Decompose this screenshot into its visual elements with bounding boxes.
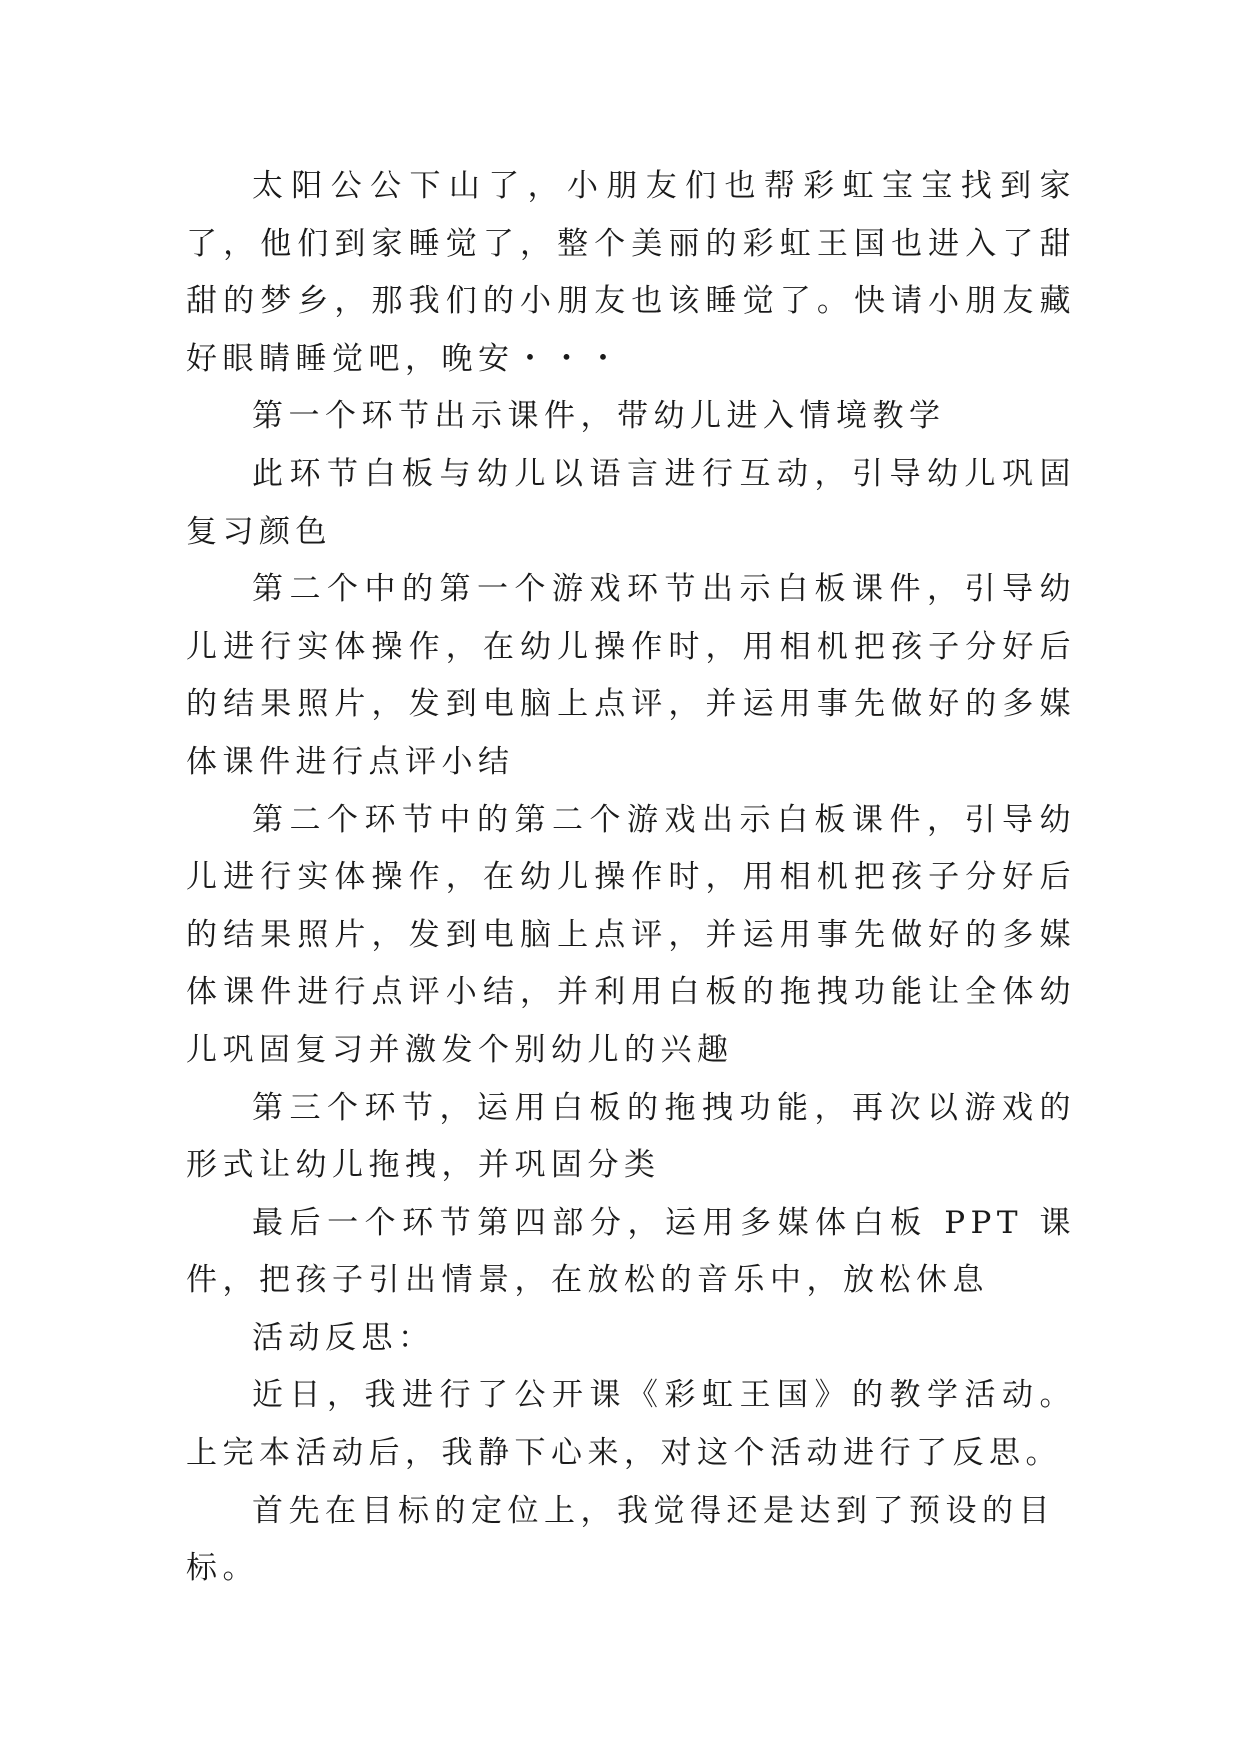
- paragraph: 第一个环节出示课件，带幼儿进入情境教学: [252, 398, 946, 435]
- paragraph: 首先在目标的定位上，我觉得还是达到了预设的目标。: [186, 1492, 1055, 1587]
- document-body: [186, 158, 1076, 1598]
- paragraph: 最后一个环节第四部分，运用多媒体白板 PPT 课件，把孩子引出情景，在放松的音乐中，放松休息: [186, 1204, 1076, 1299]
- paragraph: 此环节白板与幼儿以语言进行互动，引导幼儿巩固复习颜色: [186, 455, 1076, 550]
- paragraph: 第二个中的第一个游戏环节出示白板课件，引导幼儿进行实体操作，在幼儿操作时，用相机把孩子分好后的结果照片，发到电脑上点评，并运用事先做好的多媒体课件进行点评小结: [186, 571, 1076, 780]
- paragraph: 近日，我进行了公开课《彩虹王国》的教学活动。上完本活动后，我静下心来，对这个活动进行了反思。: [186, 1377, 1076, 1472]
- section-heading: 活动反思：: [252, 1319, 435, 1356]
- paragraph: 太阳公公下山了，小朋友们也帮彩虹宝宝找到家了，他们到家睡觉了，整个美丽的彩虹王国也进入了甜甜的梦乡，那我们的小朋友也该睡觉了。快请小朋友藏好眼睛睡觉吧，晚安・・・: [186, 168, 1076, 377]
- paragraph: 第二个环节中的第二个游戏出示白板课件，引导幼儿进行实体操作，在幼儿操作时，用相机把孩子分好后的结果照片，发到电脑上点评，并运用事先做好的多媒体课件进行点评小结，并利用白板的拖拽功能让全体幼儿巩固复习并激发个别幼儿的兴趣: [186, 801, 1076, 1068]
- paragraph: 第三个环节，运用白板的拖拽功能，再次以游戏的形式让幼儿拖拽，并巩固分类: [186, 1089, 1076, 1184]
